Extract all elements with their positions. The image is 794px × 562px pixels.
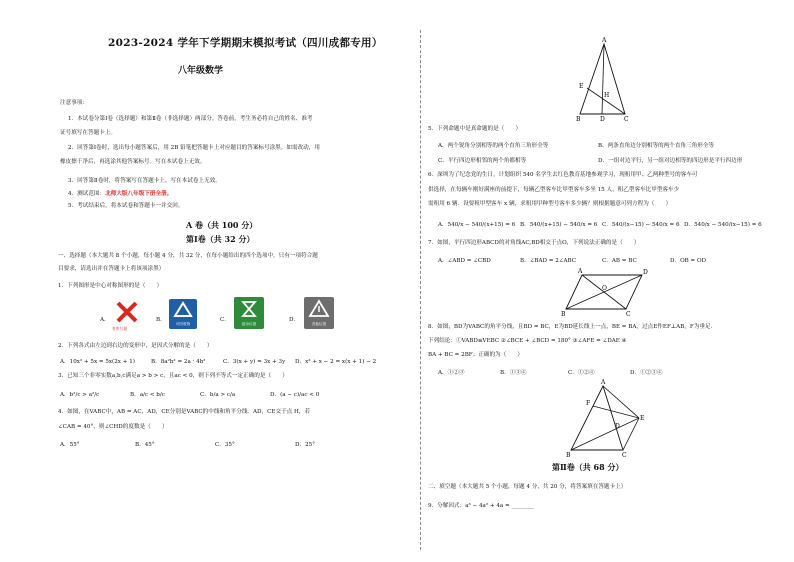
exam-subject: 八年级数学	[178, 66, 224, 76]
question-6-stem-3: 需租用 6 辆．设要租甲型客车 x 辆，求租用甲种型号客车多少辆？则根据题意可列方程为（ ）	[428, 201, 672, 207]
other-bin-icon	[304, 297, 334, 329]
recycle-icon	[169, 299, 197, 321]
question-3-stem: 3．已知三个非零实数a,b,c满足a > b > c，且ac < 0，则下列不等式一定正确的是（ ）	[58, 373, 288, 379]
q3-option-a[interactable]: A．b²/c > a²/c	[60, 392, 100, 398]
fig1-label-e: E	[579, 83, 584, 90]
question-6-stem: 6．深圳为了纪念党的生日，计划组织 540 名学生去红色教育基地参观学习，现租用甲、乙两种型号的客车可	[428, 172, 698, 178]
q1-option-b[interactable]: B．	[156, 317, 166, 323]
hourglass-icon	[234, 297, 264, 321]
fig2-label-a: A	[578, 268, 583, 275]
section-part1: 第Ⅰ卷（共 32 分）	[186, 234, 255, 244]
question-1-stem: 1．下列图形是中心对称图形的是（ ）	[58, 283, 163, 289]
q6-option-b[interactable]: B．540/(x+15) − 540/x = 6	[520, 222, 598, 228]
fig3-label-f: F	[586, 400, 591, 407]
recycle-bin-icon	[169, 299, 197, 329]
fig2-label-o: O	[602, 285, 607, 292]
kitchen-label: 厨余垃圾	[241, 322, 257, 326]
q4-option-d[interactable]: D．25°	[295, 442, 315, 448]
q8-option-d[interactable]: D．①②③④	[630, 370, 663, 376]
fig1-label-d: D	[600, 116, 605, 122]
other-label: 其他垃圾	[311, 322, 327, 326]
q7-option-b[interactable]: B．∠BAD = 2∠ABC	[520, 258, 577, 264]
section-a-volume: A 卷（共 100 分）	[186, 220, 258, 230]
choice-intro: 一、选择题（本大题共 8 个小题，每小题 4 分，共 32 分，在每小题给出的四个选项中，只有一项符合题	[58, 253, 318, 259]
section-part2: 第Ⅱ卷（共 68 分）	[552, 462, 624, 472]
note-item: 2．回答第Ⅰ卷时，选出每小题答案后，用 2B 铅笔把答题卡上对应题目的答案标号涂黑。如需改动，用	[68, 145, 320, 151]
note-item: 3．回答第Ⅱ卷时，将答案写在答题卡上。写在本试卷上无效。	[68, 178, 221, 184]
q2-option-d[interactable]: D．x² + x − 2 = x(x + 1) − 2	[295, 359, 377, 365]
q3-option-b[interactable]: B．a/c < b/c	[130, 392, 165, 398]
fig1-label-b: B	[576, 116, 581, 122]
question-8-stem-2: 下列结论：①VABD≌VEBC ②∠BCE + ∠BCD = 180° ③∠AFE = ∠DAE ④	[428, 338, 627, 344]
fig2-label-b: B	[561, 311, 566, 317]
fig3-label-b: B	[566, 452, 571, 458]
q3-option-d[interactable]: D．(a − c)/ac < 0	[270, 392, 320, 398]
q7-option-a[interactable]: A．∠ABD = ∠CBD	[438, 258, 491, 264]
figure-parallelogram	[560, 265, 650, 317]
fig3-label-d: D	[615, 423, 620, 430]
q7-option-d[interactable]: D．OB = OD	[670, 258, 707, 264]
q6-option-a[interactable]: A．540/x − 540/(x+15) = 6	[438, 222, 516, 228]
kitchen-bin-icon	[234, 297, 264, 329]
fig2-label-c: C	[626, 311, 631, 317]
q7-option-c[interactable]: C．AB = BC	[602, 258, 637, 264]
question-8-stem-3: BA + BC = 2BF；正确的为（ ）	[428, 352, 524, 358]
q1-option-a[interactable]: A．	[100, 317, 110, 323]
recycle-label: 可回收物	[175, 322, 191, 326]
question-4-stem: 4．如图，在VABC中，AB = AC，AD，CE分别是VABC的中线和角平分线．AD，CE交于点 H，若	[58, 409, 311, 415]
right-column	[420, 0, 794, 562]
choice-intro: 目要求，请选出并在答题卡上将该项涂黑）	[58, 266, 165, 272]
question-6-stem-2: 供选择，在每辆车刚好满座的前提下，每辆乙型客车比甲型客车多坐 15 人，租乙型客车比甲型客车少	[428, 187, 680, 193]
q8-option-c[interactable]: C．①②④	[568, 370, 595, 376]
q8-option-b[interactable]: B．①③④	[500, 370, 527, 376]
question-7-stem: 7．如图，平行四边形ABCD的对角线AC,BD相交于点O，下列说法正确的是（ ）	[428, 240, 640, 246]
triangle-recycle-icon	[304, 297, 334, 321]
note-item: 证号填写在答题卡上。	[60, 130, 116, 136]
q1-option-d[interactable]: D．	[289, 317, 300, 323]
question-8-stem: 8．如图，BD为VABC的角平分线，且BD = BC，E为BD延长线上一点，BE = BA，过点E作EF⊥AB，F为垂足．	[428, 324, 717, 330]
q5-option-a[interactable]: A．两个锐角分别相等的两个直角三角形全等	[438, 143, 549, 149]
q2-option-c[interactable]: C．3(x + y) = 3x + 3y	[223, 359, 286, 365]
fig3-label-c: C	[622, 452, 627, 458]
q2-option-b[interactable]: B．8a²b² = 2a · 4b²	[151, 359, 206, 365]
question-5-stem: 5．下列命题中是真命题的是（ ）	[428, 126, 522, 132]
note-item: 1．本试卷分第Ⅰ卷（选择题）和第Ⅱ卷（非选择题）两部分。答卷前，考生务必将自己的姓名、准考	[68, 116, 313, 122]
q3-option-c[interactable]: C．b/a > c/a	[200, 392, 236, 398]
q4-option-c[interactable]: C．35°	[215, 442, 235, 448]
fig1-label-a: A	[602, 37, 607, 44]
question-9-stem: 9．分解因式：a³ − 4a² + 4a = ________	[428, 503, 534, 509]
note-item: 4．测试范围：北师大版八年级下册全册。	[68, 191, 173, 197]
note-item: 橡皮擦干净后，再选涂其他答案标号。写在本试卷上无效。	[60, 159, 206, 165]
figure-triangle-bisector	[565, 378, 645, 458]
q5-option-b[interactable]: B．两条直角边分别相等的两个直角三角形全等	[598, 143, 714, 149]
fill-intro: 二、填空题（本大题共 5 个小题，每题 4 分，共 20 分，将答案填在答题卡上）	[428, 484, 627, 490]
q5-option-c[interactable]: C．平行四边形相邻的两个角都相等	[438, 158, 527, 164]
question-2-stem: 2．下列各式由左边到右边的变形中，是因式分解的是（ ）	[58, 343, 213, 349]
q6-option-c[interactable]: C．540/(x−15) − 540/x = 6	[602, 222, 680, 228]
fig2-label-d: D	[643, 269, 648, 276]
figure-triangle-abc	[570, 36, 632, 122]
q4-option-a[interactable]: A．55°	[60, 442, 80, 448]
fig1-label-c: C	[624, 116, 629, 122]
q2-option-a[interactable]: A．10x² + 5x = 5x(2x + 1)	[60, 359, 135, 365]
scope-highlight: 北师大版八年级下册全册。	[105, 191, 173, 197]
q1-option-c[interactable]: C．	[220, 317, 230, 323]
notes-heading: 注意事项：	[60, 100, 88, 106]
fig3-label-e: E	[640, 415, 645, 422]
q4-option-b[interactable]: B．45°	[135, 442, 155, 448]
fig3-label-a: A	[601, 379, 606, 386]
q8-option-a[interactable]: A．①②③	[438, 370, 465, 376]
fig1-label-h: H	[604, 92, 610, 99]
exam-title: 2023-2024 学年下学期期末模拟考试（四川成都专用）	[108, 37, 383, 49]
q6-option-d[interactable]: D．540/x − 540/(x−15) = 6	[684, 222, 762, 228]
hazard-label: 有害垃圾	[112, 326, 128, 331]
q5-option-d[interactable]: D．一组对边平行，另一组对边相等的四边形是平行四边形	[598, 158, 743, 164]
note-item: 5．考试结束后，将本试卷和答题卡一并交回。	[68, 203, 184, 209]
question-4-stem-cont: ∠CAB = 40°，则∠CHD的度数是（ ）	[58, 424, 168, 430]
